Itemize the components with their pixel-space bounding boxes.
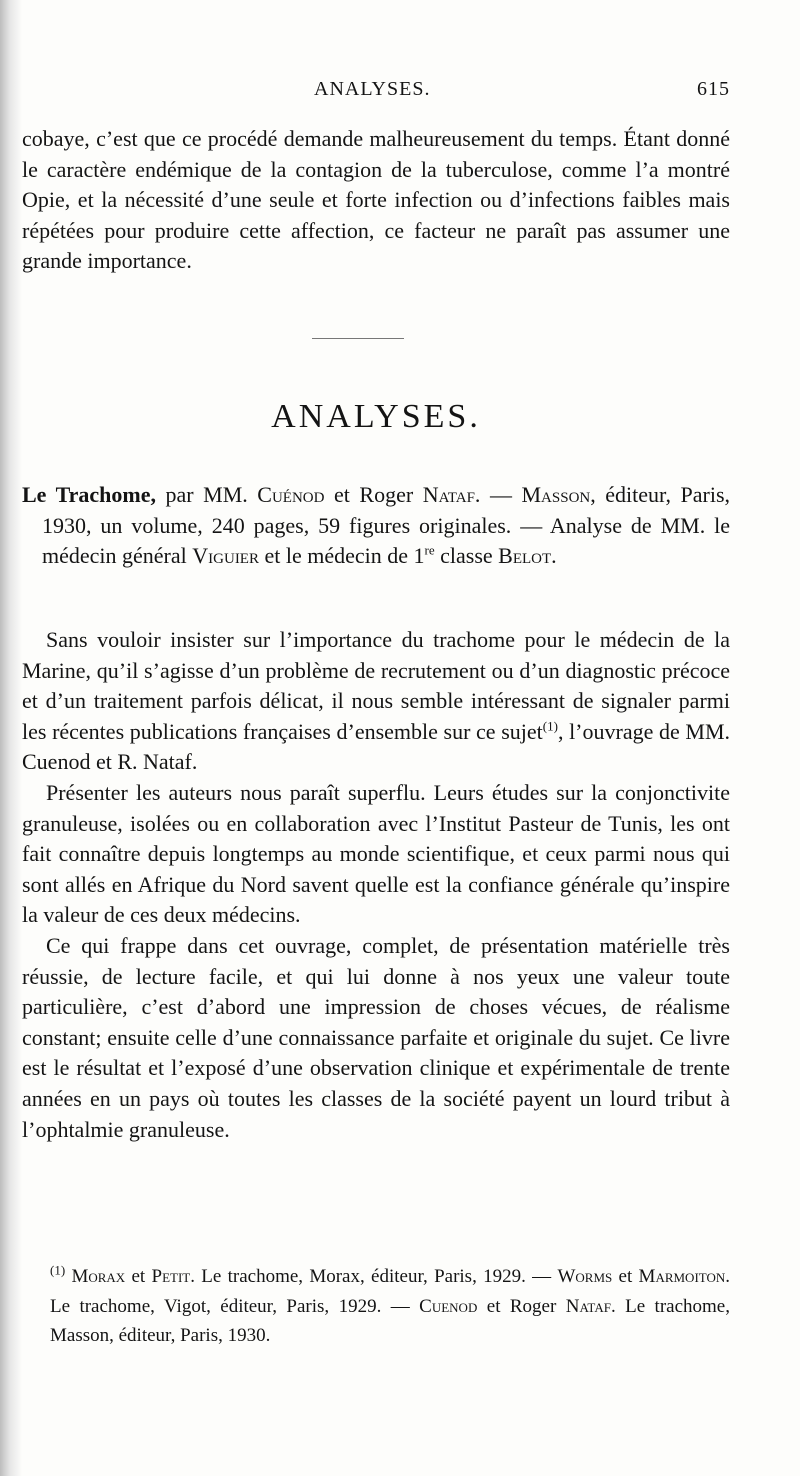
review-citation xyxy=(22,480,730,572)
author-name: Worms xyxy=(557,1266,613,1287)
citation-text: , éditeur, Paris, 1930, un volume, 240 pages, 59 figures originales. — Analyse de MM. le médecin général xyxy=(42,482,731,569)
running-head-title: ANALYSES. xyxy=(314,78,431,100)
citation-text: . — xyxy=(474,482,522,507)
section-divider xyxy=(312,338,404,339)
review-body xyxy=(22,625,730,1145)
author-name: Nataf xyxy=(422,482,475,507)
author-name: Nataf xyxy=(565,1295,611,1317)
author-name: Morax xyxy=(71,1266,126,1287)
reviewer-name: Viguier xyxy=(192,543,259,569)
page-number: 615 xyxy=(697,78,730,100)
citation-text: et Roger xyxy=(324,482,423,507)
footnote-reference: (1) xyxy=(542,718,558,734)
author-name: Cuénod xyxy=(257,482,325,507)
intro-paragraph: cobaye, c’est que ce procédé demande malheureusement du temps. Étant donné le caractère endémique de la contagion de la tuberculose, comme l’a montré Opie, et la nécessité d’une seule et forte infection ou d’infections faibles mais répétées pour produire cette affection, ce facteur ne paraît pas assumer une grande importance. xyxy=(22,126,730,274)
body-paragraph: Ce qui frappe dans cet ouvrage, complet, de présentation matérielle très réussie, de lecture facile, et qui lui donne à nos yeux une valeur toute particulière, c’est d’abord une impression de choses vécues, de réalisme constant; ensuite celle d’une connaissance parfaite et originale du sujet. Ce livre est le résultat et l’exposé d’une observation clinique et expérimentale de trente années en un pays où toutes les classes de la société payent un lourd tribut à l’ophtalmie granuleuse. xyxy=(22,932,730,1142)
author-name: Marmoiton xyxy=(638,1266,726,1287)
footnote xyxy=(22,1262,730,1351)
intro-paragraph-block xyxy=(22,124,730,277)
footnote-segment: et xyxy=(125,1266,152,1287)
paragraph-text: Sans vouloir insister sur l’importance du trachome pour le médecin de la Marine, qu’il s’agisse d’un problème de recrutement ou d’un diagnostic précoce et d’un traitement parfois délicat, il nous semble intéressant de signaler parmi les récentes publications françaises d’ensemble sur ce sujet xyxy=(22,627,730,744)
author-name: Cuenod xyxy=(419,1295,478,1317)
reviewer-name: Belot xyxy=(498,543,552,569)
section-heading: ANALYSES. xyxy=(271,398,481,435)
citation-text: classe xyxy=(434,543,499,569)
footnote-segment: . Le trachome, Vigot, éditeur, Paris, 1929. — xyxy=(50,1266,731,1317)
author-name: Petit xyxy=(151,1266,191,1287)
body-paragraph xyxy=(22,625,730,778)
footnote-segment: . Le trachome, Masson, éditeur, Paris, 1930. xyxy=(50,1295,730,1346)
citation-text: et le médecin de 1 xyxy=(258,543,425,569)
footnote-marker: (1) xyxy=(50,1262,66,1278)
citation-text: . xyxy=(551,543,557,569)
footnote-segment: et xyxy=(612,1266,639,1287)
running-head xyxy=(22,78,730,108)
book-title: Le Trachome, xyxy=(22,482,156,507)
scanned-page-edge xyxy=(0,0,22,1476)
publisher-name: Masson xyxy=(521,482,591,507)
footnote-text xyxy=(22,1262,730,1351)
footnote-segment: . Le trachome, Morax, éditeur, Paris, 1929. — xyxy=(190,1266,558,1287)
footnote-segment: et Roger xyxy=(477,1295,566,1317)
ordinal-superscript: re xyxy=(424,542,435,558)
paragraph-text: , l’ouvrage de MM. Cuenod et R. Nataf. xyxy=(22,718,731,775)
body-paragraph: Présenter les auteurs nous paraît superflu. Leurs études sur la conjonctivite granuleuse, isolées ou en collaboration avec l’Institut Pasteur de Tunis, les ont fait connaître depuis longtemps au monde scientifique, et ceux parmi nous qui sont allés en Afrique du Nord savent quelle est la confiance générale qu’inspire la valeur de ces deux médecins. xyxy=(22,779,730,928)
citation-text: par MM. xyxy=(155,482,258,507)
